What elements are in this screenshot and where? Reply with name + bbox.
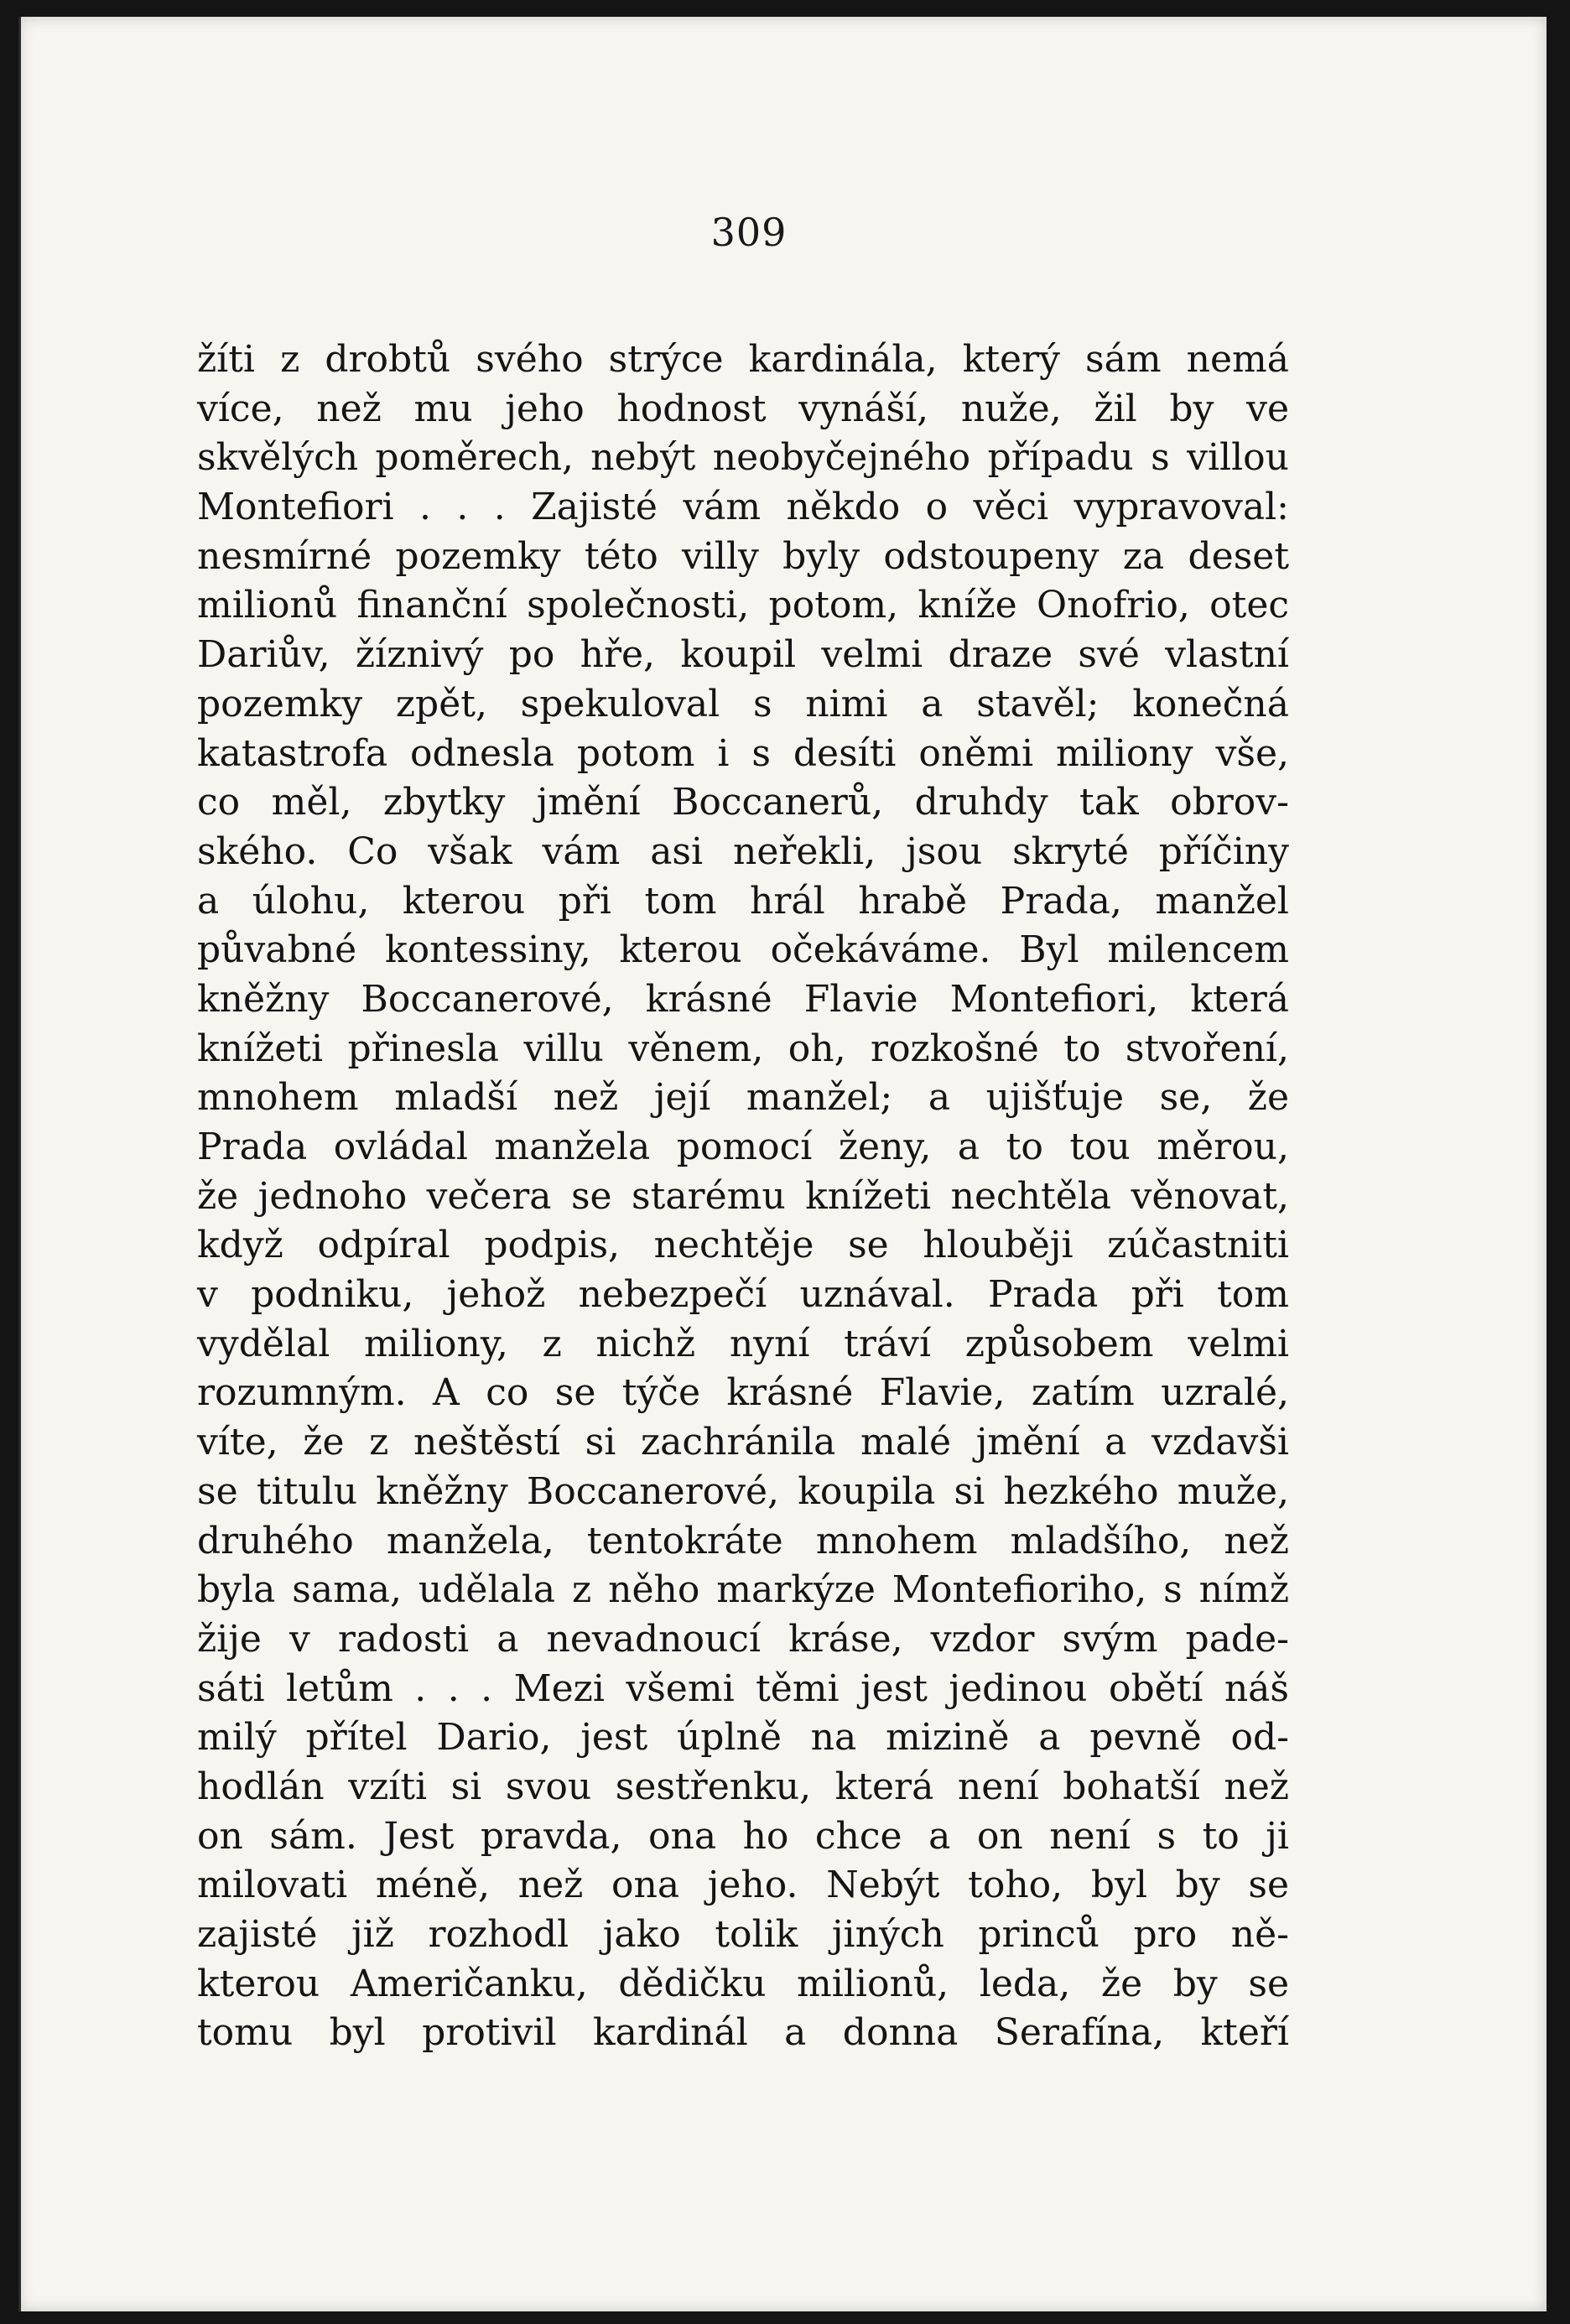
text-line: že jednoho večera se starému knížeti nechtěla věnovat, (197, 1174, 1289, 1218)
text-line: knížeti přinesla villu věnem, oh, rozkošné to stvoření, (197, 1027, 1289, 1070)
text-line: když odpíral podpis, nechtěje se hlouběji zúčastniti (197, 1224, 1289, 1267)
text-line: katastrofa odnesla potom i s desíti oněmi miliony vše, (197, 731, 1289, 775)
text-line: Dariův, žíznivý po hře, koupil velmi draze své vlastní (197, 633, 1289, 677)
text-line: v podniku, jehož nebezpečí uznával. Prada při tom (197, 1273, 1289, 1317)
text-line: kterou Američanku, dědičku milionů, leda, že by se (197, 1962, 1289, 2005)
text-line: Prada ovládal manžela pomocí ženy, a to tou měrou, (197, 1126, 1289, 1168)
text-line: se titulu kněžny Boccanerové, koupila si hezkého muže, (197, 1469, 1289, 1513)
text-line: druhého manžela, tentokráte mnohem mladšího, než (197, 1519, 1289, 1562)
text-line: a úlohu, kterou při tom hrál hrabě Prada, manžel (197, 879, 1289, 923)
text-line: půvabné kontessiny, kterou očekáváme. Byl milencem (197, 928, 1289, 972)
text-line: více, než mu jeho hodnost vynáší, nuže, žil by ve (197, 387, 1289, 430)
text-line: nesmírné pozemky této villy byly odstoupeny za deset (197, 534, 1289, 578)
text-line: milý přítel Dario, jest úplně na mizině a pevně od- (197, 1716, 1289, 1760)
text-line: rozumným. A co se týče krásné Flavie, zatím uzralé, (197, 1371, 1289, 1415)
text-line: milovati méně, než ona jeho. Nebýt toho, byl by se (197, 1864, 1289, 1907)
text-line: pozemky zpět, spekuloval s nimi a stavěl; konečná (197, 682, 1289, 725)
text-line: žíti z drobtů svého strýce kardinála, který sám nemá (197, 338, 1289, 381)
text-line: co měl, zbytky jmění Boccanerů, druhdy tak obrov- (197, 781, 1289, 824)
text-line: mnohem mladší než její manžel; a ujišťuje se, že (197, 1076, 1289, 1120)
text-line: hodlán vzíti si svou sestřenku, která není bohatší než (197, 1765, 1289, 1808)
text-line: Montefiori . . . Zajisté vám někdo o věci vypravoval: (197, 486, 1289, 529)
text-line: víte, že z neštěstí si zachránila malé jmění a vzdavši (197, 1421, 1289, 1464)
text-line: vydělal miliony, z nichž nyní tráví způsobem velmi (197, 1322, 1289, 1365)
page-number: 309 (710, 210, 788, 255)
text-line: ského. Co však vám asi neřekli, jsou skryté příčiny (197, 829, 1289, 873)
text-line: skvělých poměrech, nebýt neobyčejného případu s villou (197, 436, 1289, 480)
text-line: sáti letům . . . Mezi všemi těmi jest jedinou obětí náš (197, 1666, 1289, 1710)
text-line: byla sama, udělala z něho markýze Montefioriho, s nímž (197, 1568, 1289, 1612)
text-line: zajisté již rozhodl jako tolik jiných princů pro ně- (197, 1913, 1289, 1956)
text-line: on sám. Jest pravda, ona ho chce a on není s to ji (197, 1814, 1289, 1858)
page-edge-shadow (18, 17, 21, 2311)
text-line: tomu byl protivil kardinál a donna Serafína, kteří (197, 2011, 1289, 2055)
body-text (197, 335, 1289, 2058)
text-line: žije v radosti a nevadnoucí kráse, vzdor svým pade- (197, 1617, 1289, 1661)
text-line: milionů finanční společnosti, potom, kníže Onofrio, otec (197, 584, 1289, 627)
text-line: kněžny Boccanerové, krásné Flavie Montefiori, která (197, 977, 1289, 1021)
